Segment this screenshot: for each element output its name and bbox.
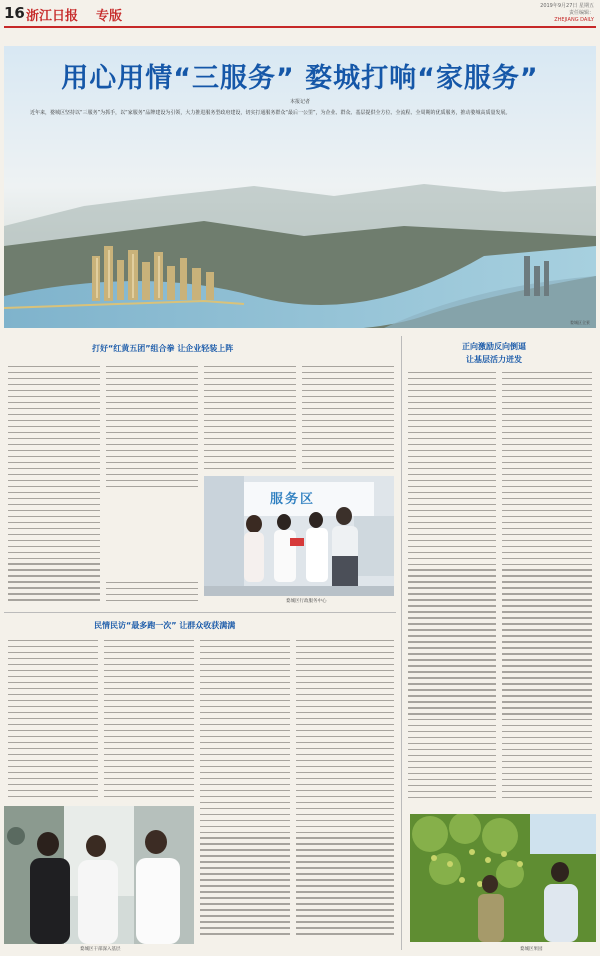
article-1-column-1: [8, 366, 100, 605]
orchard-image: [410, 814, 596, 942]
service-hall-sign: 服务区: [270, 492, 316, 507]
edition-url: ZHEJIANG DAILY: [554, 17, 594, 23]
masthead-rule: [4, 26, 596, 28]
page-headline: 用心用情“三服务” 婺城打响“家服务”: [61, 63, 539, 94]
article-1-title-key: 让企业轻装上阵: [177, 344, 234, 353]
article-1-column-2: [106, 366, 198, 492]
street-image: [4, 806, 194, 944]
paper-name: 浙江日报: [26, 9, 79, 24]
page-number: 16: [4, 4, 25, 22]
masthead: [0, 0, 600, 30]
street-caption: 婺城区干部深入基层: [80, 947, 121, 952]
article-2-column-4: [296, 640, 394, 939]
date-line: 2019年9月27日 星期五: [540, 3, 594, 9]
service-hall-photo: [204, 476, 394, 596]
article-1-column-3: [204, 366, 296, 474]
article-3-title-line2: 让基层活力迸发: [466, 355, 522, 364]
intro-paragraph: 近年来，婺城区坚持以“三服务”为抓手，以“家服务”品牌建设为引领，大力推进服务型政府建设，切实打通服务群众“最后一公里”，为企业、群众、基层提供全方位、全流程、全周期的优质服务，推动婺城高质量发展。: [30, 110, 511, 116]
article-2-title: [94, 620, 235, 631]
article-2-column-1: [8, 640, 98, 802]
hero-photo-credit: 婺城区全景: [570, 320, 590, 325]
article-2-title-key: 让群众收获满满: [179, 621, 236, 630]
editor-line: 责任编辑：: [568, 10, 594, 16]
article-1-column-4: [302, 366, 394, 474]
orchard-caption: 婺城区果园: [520, 947, 543, 952]
section-divider: [4, 612, 396, 613]
article-1-column-2b: [106, 582, 198, 606]
article-3-title-line1: 正向激励反向倒逼: [462, 342, 526, 351]
byline: 本报记者: [289, 99, 310, 105]
column-divider: [401, 336, 402, 950]
section-label: 专版: [96, 9, 123, 24]
masthead-meta: [540, 3, 594, 24]
article-1-title-prefix: 打好“红黄五团”组合拳: [92, 344, 178, 353]
hero-banner: [4, 46, 596, 328]
article-3-column-2: [502, 372, 592, 803]
service-hall-caption: 婺城区行政服务中心: [286, 599, 327, 604]
article-3-column-1: [408, 372, 496, 803]
street-photo: [4, 806, 194, 944]
orchard-photo: [410, 814, 596, 942]
article-2-column-2: [104, 640, 194, 802]
article-1-title: [92, 343, 233, 354]
article-2-title-prefix: 民情民访“最多跑一次”: [94, 621, 180, 630]
article-2-column-3: [200, 640, 290, 939]
